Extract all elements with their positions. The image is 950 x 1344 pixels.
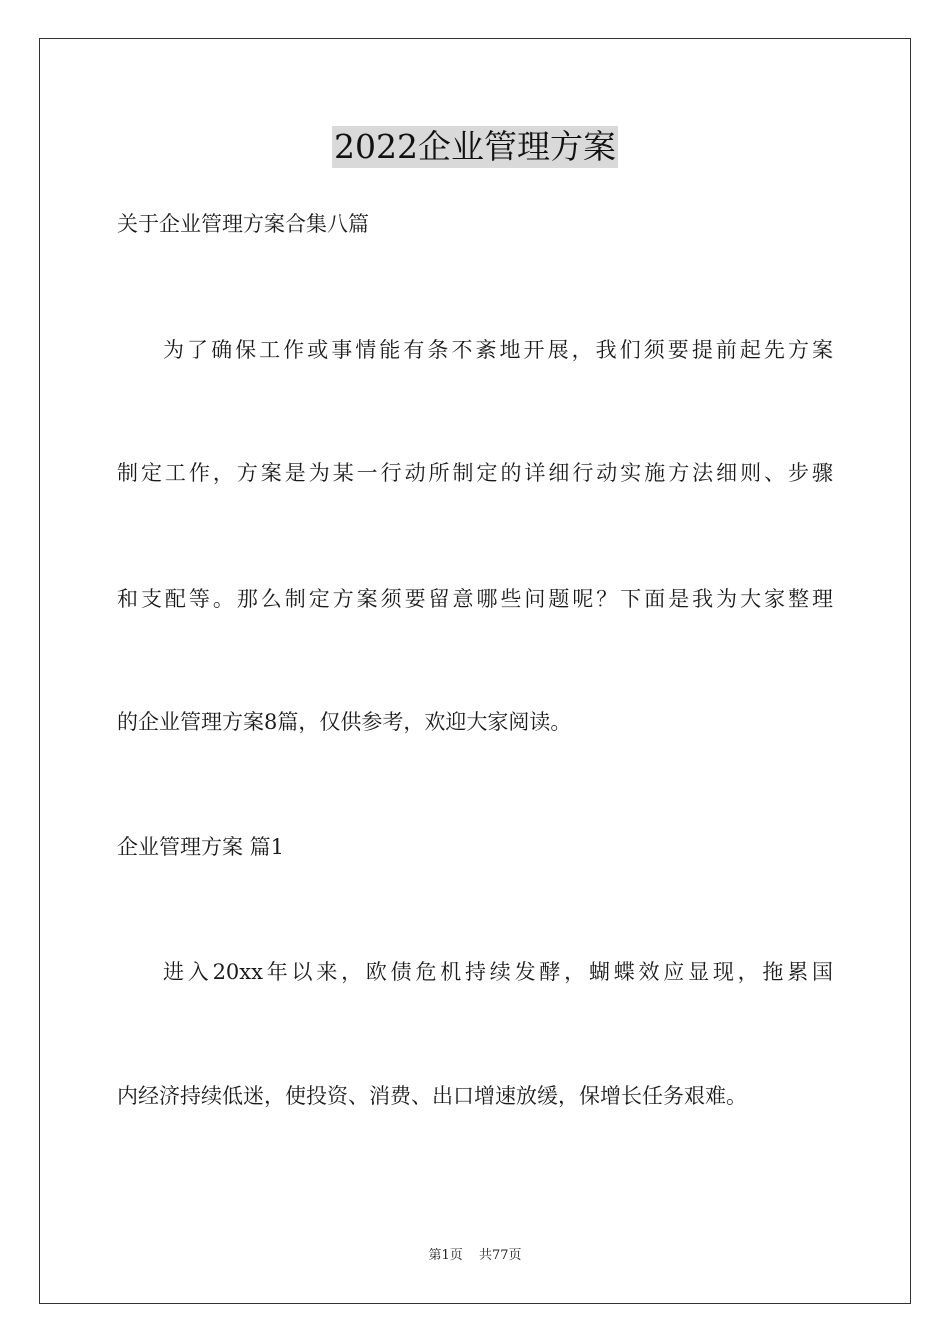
section-line-2: 内经济持续低迷，使投资、消费、出口增速放缓，保增长任务艰难。 [117, 1084, 747, 1108]
document-title: 2022企业管理方案 [334, 127, 616, 166]
page-number-current: 第1页 [428, 1248, 463, 1263]
intro-line-3: 和支配等。那么制定方案须要留意哪些问题呢？下面是我为大家整理 [117, 587, 833, 611]
intro-line-2: 制定工作，方案是为某一行动所制定的详细行动实施方法细则、步骤 [117, 461, 833, 485]
page-number-total: 共77页 [478, 1248, 522, 1263]
intro-line-1: 为了确保工作或事情能有条不紊地开展，我们须要提前起先方案 [163, 338, 833, 362]
page-footer [0, 1247, 950, 1265]
section-line-1: 进入20xx年以来，欧债危机持续发酵，蝴蝶效应显现，拖累国 [163, 960, 833, 984]
intro-line-4: 的企业管理方案8篇，仅供参考，欢迎大家阅读。 [117, 710, 572, 734]
document-subtitle: 关于企业管理方案合集八篇 [117, 212, 369, 236]
title-container [0, 126, 950, 168]
section-heading: 企业管理方案 篇1 [117, 835, 285, 859]
